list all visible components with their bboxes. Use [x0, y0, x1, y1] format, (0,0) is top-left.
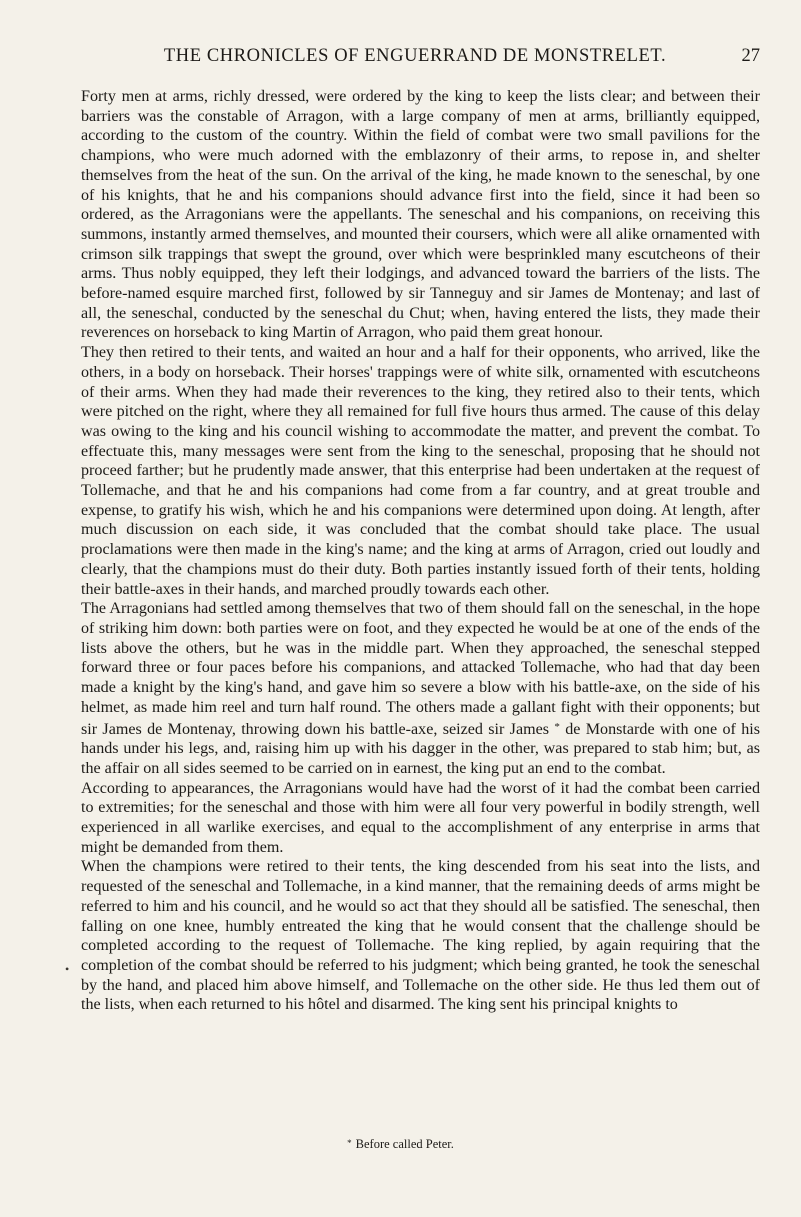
- paragraph-3-continuation: de Monstarde with one of his hands under his legs, and, raising him up with his dagger in the other, was prepared to stab him; but, as the affair on all sides seemed to be carried on in earnest, the king put an end to the combat.: [81, 720, 760, 777]
- body-text: [81, 87, 760, 1015]
- paragraph-3: [81, 599, 760, 778]
- footnote-reference: *: [554, 720, 560, 733]
- running-head: [70, 46, 760, 70]
- paragraph-2: They then retired to their tents, and waited an hour and a half for their opponents, who arrived, like the others, in a body on horseback. Their horses' trappings were of white silk, ornamented with escutcheons of their arms. When they had made their reverences to the king, they retired also to their tents, which were pitched on the right, where they all remained for full five hours thus armed. The cause of this delay was owing to the king and his council wishing to accommodate the matter, and prevent the combat. To effectuate this, many messages were sent from the king to the seneschal, proposing that he should not proceed farther; but he prudently made answer, that this enterprise had been undertaken at the request of Tollemache, and that he and his companions had come from a far country, and at great trouble and expense, to gratify his wish, which he and his companions were determined upon doing. At length, after much discussion on each side, it was concluded that the combat should take place. The usual proclamations were then made in the king's name; and the king at arms of Arragon, cried out loudly and clearly, that the champions must do their duty. Both parties instantly issued forth of their tents, holding their battle-axes in their hands, and marched proudly towards each other.: [81, 344, 760, 598]
- margin-mark: •: [65, 962, 70, 976]
- running-title: THE CHRONICLES OF ENGUERRAND DE MONSTRELET.: [163, 46, 667, 66]
- paragraph-3-text: The Arragonians had settled among themselves that two of them should fall on the seneschal, in the hope of striking him down: both parties were on foot, and they expected he would be at one of the ends of the lists above the others, but he was in the middle part. When they approached, the seneschal stepped forward three or four paces before his companions, and attacked Tollemache, who had that day been made a knight by the king's hand, and gave him so severe a blow with his battle-axe, on the side of his helmet, as made him reel and turn half round. The others made a gallant fight with their opponents; but sir James de Montenay, throwing down his battle-axe, seized sir James: [81, 600, 760, 738]
- footnote-marker: *: [347, 1138, 352, 1148]
- paragraph-1: Forty men at arms, richly dressed, were ordered by the king to keep the lists clear; and between their barriers was the constable of Arragon, with a large company of men at arms, brilliantly equipped, according to the custom of the country. Within the field of combat were two small pavilions for the champions, who were much adorned with the emblazonry of their arms, to repose in, and shelter themselves from the heat of the sun. On the arrival of the king, he made known to the seneschal, by one of his knights, that he and his companions should advance first into the field, since it had been so ordered, as the Arragonians were the appellants. The seneschal and his companions, on receiving this summons, instantly armed themselves, and mounted their coursers, which were all alike ornamented with crimson silk trappings that swept the ground, over which were besprinkled many escutcheons of their arms. Thus nobly equipped, they left their lodgings, and advanced toward the barriers of the lists. The before-named esquire marched first, followed by sir Tanneguy and sir James de Montenay; and last of all, the seneschal, conducted by the seneschal du Chut; when, having entered the lists, they made their reverences on horseback to king Martin of Arragon, who paid them great honour.: [81, 88, 760, 342]
- footnote-text: Before called Peter.: [355, 1137, 454, 1151]
- footnote: [0, 1135, 801, 1152]
- paragraph-4: According to appearances, the Arragonians would have had the worst of it had the combat been carried to extremities; for the seneschal and those with him were all four very powerful in bodily strength, well experienced in all warlike exercises, and equal to the accomplishment of any enterprise in arms that might be demanded from them.: [81, 779, 760, 856]
- paragraph-5: When the champions were retired to their tents, the king descended from his seat into the lists, and requested of the seneschal and Tollemache, in a kind manner, that the remaining deeds of arms might be referred to him and his council, and he would so act that they should all be satisfied. The seneschal, then falling on one knee, humbly entreated the king that he would consent that the challenge should be completed according to the request of Tollemache. The king replied, by again requiring that the completion of the combat should be referred to his judgment; which being granted, he took the seneschal by the hand, and placed him above himself, and Tollemache on the other side. He thus led them out of the lists, when each returned to his hôtel and disarmed. The king sent his principal knights to: [81, 858, 760, 1014]
- page-number: 27: [741, 46, 760, 66]
